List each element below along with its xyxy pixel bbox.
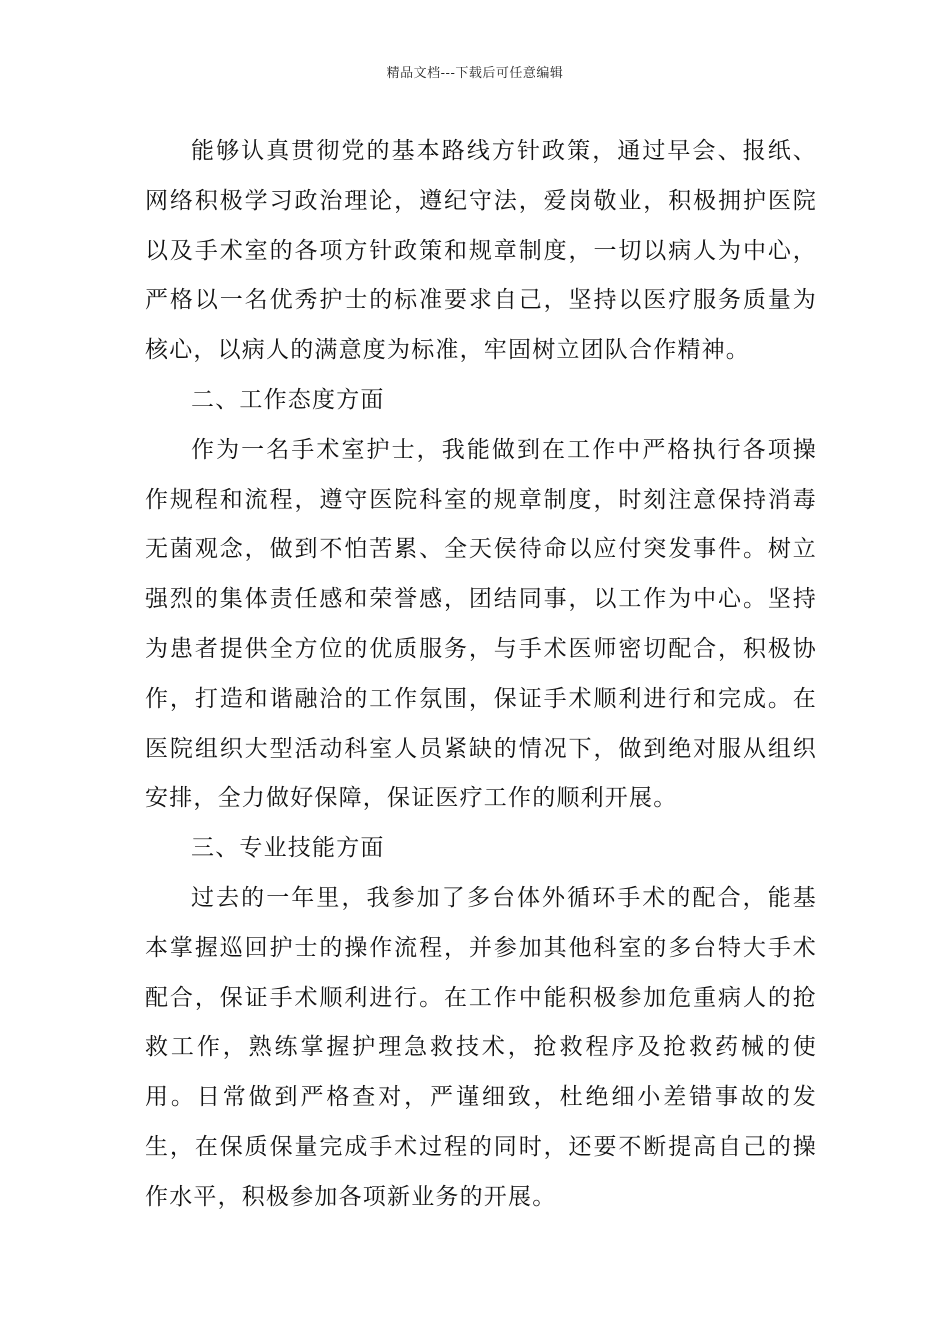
paragraph-work-attitude: 作为一名手术室护士，我能做到在工作中严格执行各项操作规程和流程，遵守医院科室的规章制度，时刻注意保持消毒无菌观念，做到不怕苦累、全天侯待命以应付突发事件。树立强烈的集体责任感和荣誉感，团结同事，以工作为中心。坚持为患者提供全方位的优质服务，与手术医师密切配合，积极协作，打造和谐融洽的工作氛围，保证手术顺利进行和完成。在医院组织大型活动科室人员紧缺的情况下，做到绝对服从组织安排，全力做好保障，保证医疗工作的顺利开展。 — [145, 436, 817, 812]
paragraph-professional-skills: 过去的一年里，我参加了多台体外循环手术的配合，能基本掌握巡回护士的操作流程，并参加其他科室的多台特大手术配合，保证手术顺利进行。在工作中能积极参加危重病人的抢救工作，熟练掌握护理急救技术，抢救程序及抢救药械的使用。日常做到严格查对，严谨细致，杜绝细小差错事故的发生，在保质保量完成手术过程的同时，还要不断提高自己的操作水平，积极参加各项新业务的开展。 — [145, 884, 817, 1210]
section-heading-professional-skills: 三、专业技能方面 — [191, 835, 385, 862]
page-header: 精品文档---下载后可任意编辑 — [386, 66, 564, 81]
document-body — [145, 127, 817, 1223]
paragraph-political-study: 能够认真贯彻党的基本路线方针政策，通过早会、报纸、网络积极学习政治理论，遵纪守法，爱岗敬业，积极拥护医院以及手术室的各项方针政策和规章制度，一切以病人为中心，严格以一名优秀护士的标准要求自己，坚持以医疗服务质量为核心，以病人的满意度为标准，牢固树立团队合作精神。 — [145, 138, 817, 364]
section-heading-work-attitude: 二、工作态度方面 — [191, 386, 385, 413]
